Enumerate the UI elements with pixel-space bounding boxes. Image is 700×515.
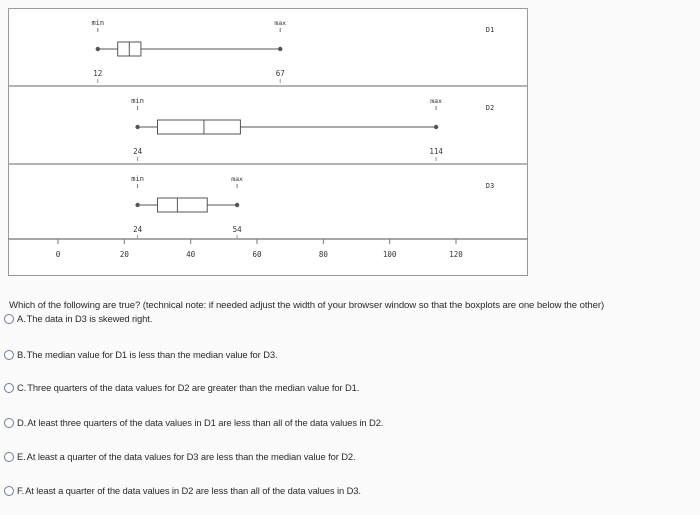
min-label: min [131,97,144,105]
option-f-checkbox[interactable] [4,486,14,496]
min-label: min [91,19,105,27]
option-b-letter: B. [17,349,26,360]
min-value-label: 12 [93,69,103,78]
x-tick-label-0: 0 [55,250,61,259]
max-point [278,47,282,51]
boxplot-name-d1: D1 [485,26,495,34]
max-point [235,203,239,207]
boxplot-name-d2: D2 [485,104,495,112]
max-label: max [274,19,287,27]
min-point [135,203,139,207]
x-tick-label-60: 60 [252,250,262,259]
question-text: Which of the following are true? (technical note: if needed adjust the width of your browser window so that the boxplots are one below the other) [9,300,605,311]
min-point [96,47,100,51]
box [158,120,241,134]
option-e-checkbox[interactable] [4,452,14,462]
option-b-text: The median value for D1 is less than the median value for D3. [26,349,278,360]
option-c-text: Three quarters of the data values for D2 are greater than the median value for D1. [27,382,360,393]
min-point [135,125,139,129]
option-d-text: At least three quarters of the data values in D1 are less than all of the data values in D2. [27,417,384,428]
option-d-letter: D. [17,417,27,428]
x-tick-label-20: 20 [119,250,129,259]
option-b[interactable] [4,349,277,360]
x-tick-label-120: 120 [449,250,463,259]
max-value-label: 67 [275,69,285,78]
boxplot-name-d3: D3 [485,182,495,190]
option-c-checkbox[interactable] [4,383,14,393]
max-value-label: 54 [232,225,242,234]
option-e-letter: E. [17,451,26,462]
max-value-label: 114 [429,147,443,156]
option-e-text: At least a quarter of the data values for D3 are less than the median value for D2. [26,451,356,462]
option-a-letter: A. [17,313,26,324]
option-d[interactable] [4,417,383,428]
x-tick-label-80: 80 [318,250,328,259]
option-c-letter: C. [17,382,27,393]
boxplot-chart [8,8,528,276]
option-b-checkbox[interactable] [4,350,14,360]
option-f-text: At least a quarter of the data values in D2 are less than all of the data values in D3. [25,485,361,496]
min-value-label: 24 [133,147,143,156]
option-f[interactable] [4,485,361,496]
x-tick-label-40: 40 [186,250,196,259]
box [158,198,208,212]
max-label: max [430,97,442,105]
x-tick-label-100: 100 [382,250,397,259]
option-c[interactable] [4,382,359,393]
option-d-checkbox[interactable] [4,418,14,428]
option-a[interactable] [4,313,152,324]
max-label: max [231,175,243,183]
option-f-letter: F. [17,485,25,496]
max-point [434,125,438,129]
option-a-text: The data in D3 is skewed right. [26,313,153,324]
min-label: min [131,175,144,183]
option-a-checkbox[interactable] [4,314,14,324]
option-e[interactable] [4,451,356,462]
min-value-label: 24 [133,225,143,234]
